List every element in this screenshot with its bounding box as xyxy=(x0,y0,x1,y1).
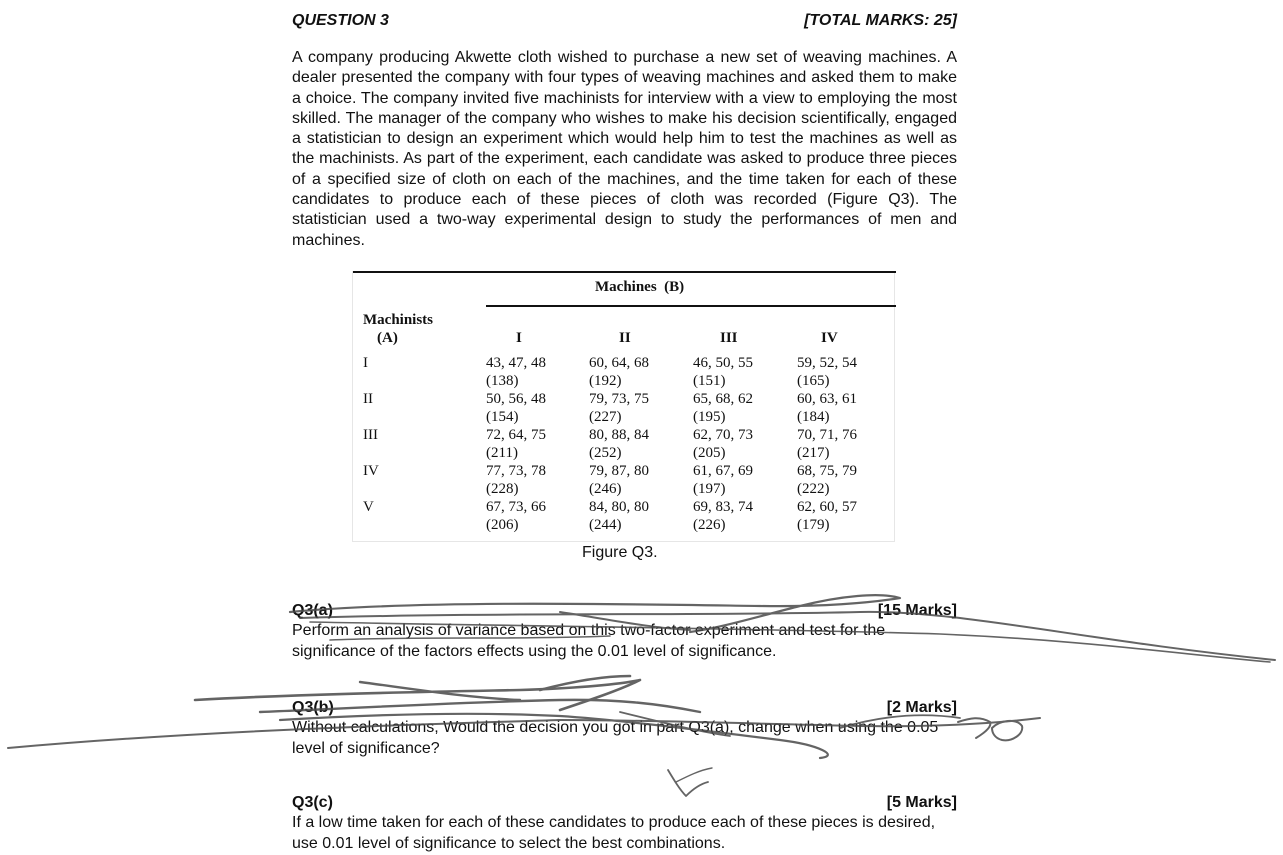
cell-values: 84, 80, 80 xyxy=(589,499,649,515)
cell-total: (246) xyxy=(589,481,622,497)
total-marks: [TOTAL MARKS: 25] xyxy=(804,12,957,29)
table-cell xyxy=(486,462,546,498)
table-cell xyxy=(693,498,753,534)
cell-values: 62, 70, 73 xyxy=(693,427,753,443)
cell-total: (138) xyxy=(486,373,519,389)
cell-total: (179) xyxy=(797,517,830,533)
question-part-b xyxy=(292,698,957,759)
question-part-a xyxy=(292,601,957,662)
cell-total: (211) xyxy=(486,445,518,461)
column-header: I xyxy=(516,330,522,346)
table-cell xyxy=(693,426,753,462)
table-cell xyxy=(589,426,649,462)
cell-values: 65, 68, 62 xyxy=(693,391,753,407)
cell-total: (205) xyxy=(693,445,726,461)
table-mid-rule xyxy=(486,305,896,307)
cell-total: (195) xyxy=(693,409,726,425)
cell-total: (206) xyxy=(486,517,519,533)
part-id: Q3(a) xyxy=(292,602,333,619)
cell-values: 67, 73, 66 xyxy=(486,499,546,515)
part-text: If a low time taken for each of these candidates to produce each of these pieces is desired, use 0.01 level of significance to select the best combinations. xyxy=(292,814,936,852)
cell-values: 80, 88, 84 xyxy=(589,427,649,443)
table-cell xyxy=(693,354,753,390)
part-text: Perform an analysis of variance based on this two-factor experiment and test for the significance of the factors effects using the 0.01 level of significance. xyxy=(292,622,886,660)
scribble-stroke xyxy=(676,768,712,782)
table-cell xyxy=(693,462,753,498)
cell-total: (184) xyxy=(797,409,830,425)
table-cell xyxy=(589,498,649,534)
machines-factor: (B) xyxy=(664,279,685,295)
table-cell xyxy=(486,426,546,462)
table-cell xyxy=(486,498,546,534)
table-cell xyxy=(693,390,753,426)
table-cell xyxy=(589,354,649,390)
cell-values: 69, 83, 74 xyxy=(693,499,753,515)
machinists-factor: (A) xyxy=(377,330,398,346)
row-label: I xyxy=(363,355,368,371)
part-id: Q3(c) xyxy=(292,794,333,811)
table-cell xyxy=(797,498,857,534)
column-header: III xyxy=(720,330,738,346)
row-label: V xyxy=(363,499,374,515)
scribble-stroke xyxy=(540,676,630,690)
table-cell xyxy=(486,354,546,390)
cell-total: (192) xyxy=(589,373,622,389)
figure-caption: Figure Q3. xyxy=(582,544,658,561)
cell-values: 68, 75, 79 xyxy=(797,463,857,479)
table-cell xyxy=(589,390,649,426)
cell-values: 77, 73, 78 xyxy=(486,463,546,479)
cell-total: (154) xyxy=(486,409,519,425)
column-header: IV xyxy=(821,330,838,346)
cell-values: 79, 73, 75 xyxy=(589,391,649,407)
cell-total: (197) xyxy=(693,481,726,497)
cell-values: 72, 64, 75 xyxy=(486,427,546,443)
scribble-stroke xyxy=(958,718,990,738)
cell-total: (165) xyxy=(797,373,830,389)
table-cell xyxy=(486,390,546,426)
question-part-c xyxy=(292,793,957,854)
question-header xyxy=(292,12,957,30)
machinists-label: Machinists xyxy=(363,312,434,328)
table-top-rule xyxy=(353,271,896,273)
cell-values: 60, 64, 68 xyxy=(589,355,649,371)
part-id: Q3(b) xyxy=(292,699,334,716)
cell-values: 60, 63, 61 xyxy=(797,391,857,407)
cell-values: 43, 47, 48 xyxy=(486,355,546,371)
cell-total: (222) xyxy=(797,481,830,497)
row-label: II xyxy=(363,391,373,407)
cell-values: 70, 71, 76 xyxy=(797,427,857,443)
scribble-stroke xyxy=(992,721,1022,740)
machines-label: Machines xyxy=(595,279,657,295)
cell-values: 79, 87, 80 xyxy=(589,463,649,479)
table-cell xyxy=(797,354,857,390)
table-cell xyxy=(589,462,649,498)
cell-total: (227) xyxy=(589,409,622,425)
row-label: III xyxy=(363,427,378,443)
part-text: Without calculations, Would the decision you got in part Q3(a), change when using the 0.05 level of significance? xyxy=(292,719,939,757)
cell-total: (217) xyxy=(797,445,830,461)
cell-values: 50, 56, 48 xyxy=(486,391,546,407)
part-marks: [2 Marks] xyxy=(886,699,957,716)
table-cell xyxy=(797,462,857,498)
column-header: II xyxy=(619,330,631,346)
cell-total: (226) xyxy=(693,517,726,533)
question-intro: A company producing Akwette cloth wished to purchase a new set of weaving machines. A dealer presented the company with four types of weaving machines and asked them to make a choice. The company invited five machinists for interview with a view to employing the most skilled. The manager of the company who wishes to make his decision scientifically, engaged a statistician to design an experiment which would help him to test the machines as well as the machinists. As part of the experiment, each candidate was asked to produce three pieces of a specified size of cloth on each of the machines, and the time taken for each of these candidates to produce each of these pieces of cloth was recorded (Figure Q3). The statistician used a two-way experimental design to study the performances of men and machines. xyxy=(292,49,957,249)
cell-values: 59, 52, 54 xyxy=(797,355,857,371)
machines-header xyxy=(595,279,684,296)
table-cell xyxy=(797,426,857,462)
data-table xyxy=(352,271,895,542)
cell-total: (252) xyxy=(589,445,622,461)
cell-total: (228) xyxy=(486,481,519,497)
cell-total: (244) xyxy=(589,517,622,533)
row-label: IV xyxy=(363,463,379,479)
cell-values: 62, 60, 57 xyxy=(797,499,857,515)
cell-values: 46, 50, 55 xyxy=(693,355,753,371)
question-number: QUESTION 3 xyxy=(292,12,389,29)
table-cell xyxy=(797,390,857,426)
cell-values: 61, 67, 69 xyxy=(693,463,753,479)
part-marks: [15 Marks] xyxy=(877,602,957,619)
cell-total: (151) xyxy=(693,373,726,389)
part-marks: [5 Marks] xyxy=(886,794,957,811)
